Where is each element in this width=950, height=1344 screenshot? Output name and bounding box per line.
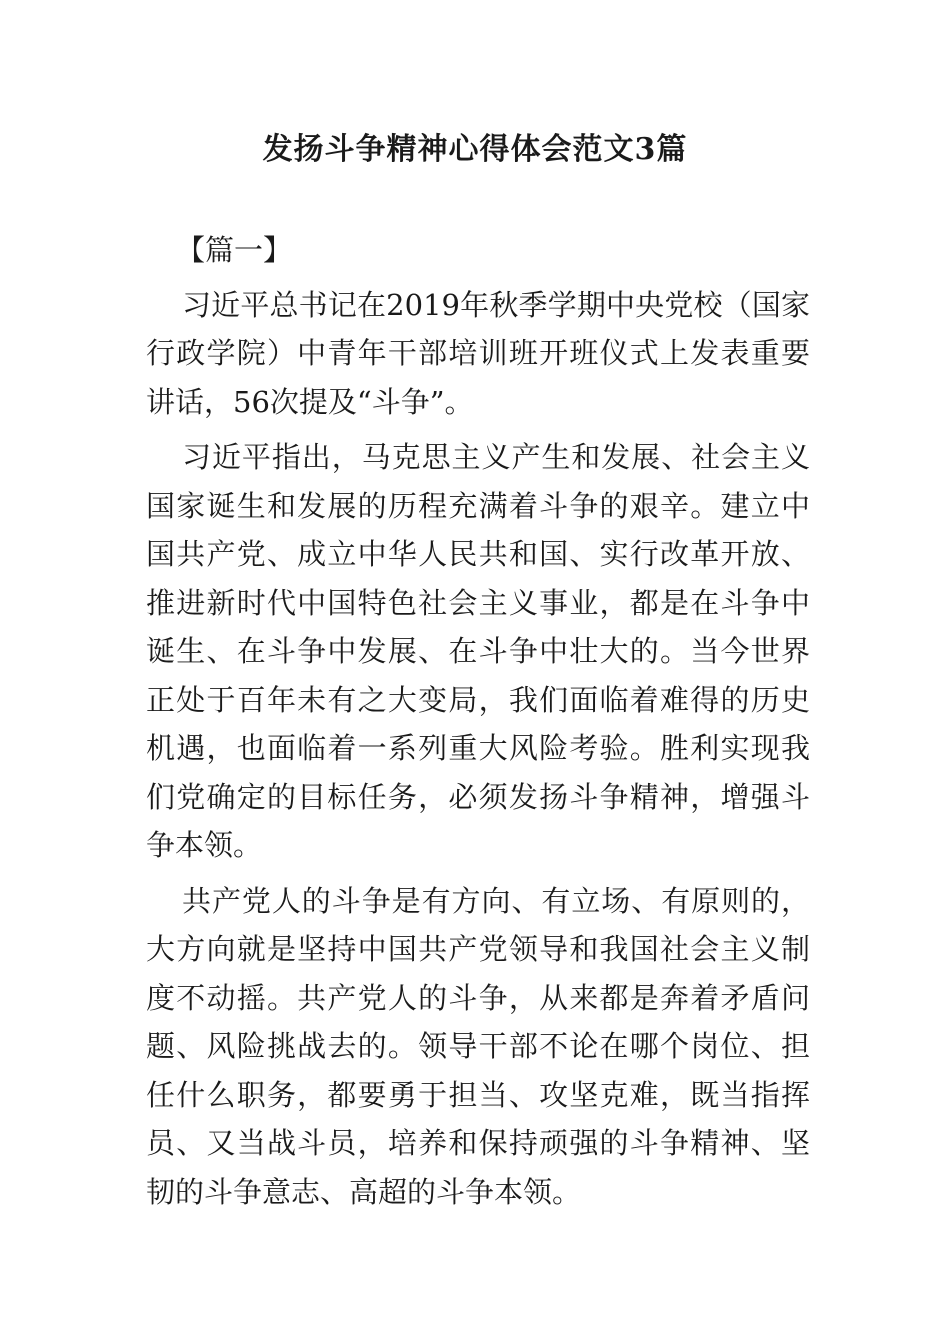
paragraph-2: 习近平指出，马克思主义产生和发展、社会主义国家诞生和发展的历程充满着斗争的艰辛。建立中国共产党、成立中华人民共和国、实行改革开放、推进新时代中国特色社会主义事业，都是在斗争中诞生、在斗争中发展、在斗争中壮大的。当今世界正处于百年未有之大变局，我们面临着难得的历史机遇，也面临着一系列重大风险考验。胜利实现我们党确定的目标任务，必须发扬斗争精神，增强斗争本领。	[146, 440, 810, 862]
document-title: 发扬斗争精神心得体会范文3篇	[262, 132, 688, 167]
paragraph-1: 习近平总书记在2019年秋季学期中央党校（国家行政学院）中青年干部培训班开班仪式上发表重要讲话，56次提及“斗争”。	[146, 287, 810, 419]
section-label: 【篇一】	[176, 233, 293, 267]
paragraph-3: 共产党人的斗争是有方向、有立场、有原则的，大方向就是坚持中国共产党领导和我国社会主义制度不动摇。共产党人的斗争，从来都是奔着矛盾问题、风险挑战去的。领导干部不论在哪个岗位、担任什么职务，都要勇于担当、攻坚克难，既当指挥员、又当战斗员，培养和保持顽强的斗争精神、坚韧的斗争意志、高超的斗争本领。	[146, 883, 810, 1209]
document-body	[146, 226, 810, 1223]
